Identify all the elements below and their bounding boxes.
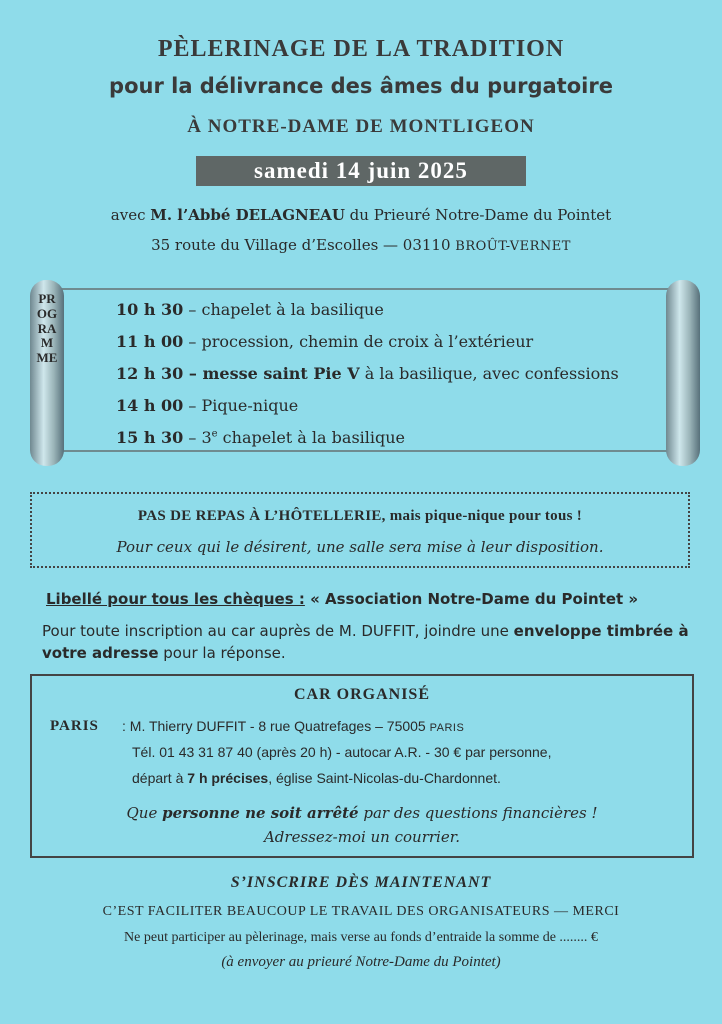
car-contact (122, 718, 464, 734)
car-contact-text: : M. Thierry DUFFIT - 8 rue Quatrefages – 75005 (122, 718, 430, 734)
repas-heading: PAS DE REPAS À L’HÔTELLERIE, mais pique-nique pour tous ! (137, 508, 583, 524)
programme-text: – chapelet à la basilique (183, 300, 384, 319)
car-phone: Tél. 01 43 31 87 40 (après 20 h) - autocar A.R. - 30 € par personne, (132, 744, 552, 760)
quote-text: Que (126, 804, 163, 822)
programme-item (116, 428, 405, 447)
car-contact-city: PARIS (429, 722, 465, 734)
location-heading: À NOTRE-DAME DE MONTLIGEON (187, 116, 535, 137)
departure-place: , église Saint-Nicolas-du-Chardonnet. (268, 770, 501, 786)
repas-box (30, 492, 690, 568)
inscription-text-end: pour la réponse. (158, 644, 286, 662)
programme-time: 12 h 30 (116, 364, 184, 383)
cta-note: C’EST FACILITER BEAUCOUP LE TRAVAIL DES ORGANISATEURS — MERCI (102, 904, 620, 919)
organizer-suffix: du Prieuré Notre-Dame du Pointet (344, 206, 612, 224)
programme-text: – procession, chemin de croix à l’extérieur (183, 332, 534, 351)
car-box (30, 674, 694, 858)
programme-time: 15 h 30 (116, 428, 184, 447)
programme-time: 11 h 00 (116, 332, 184, 351)
programme-time: 14 h 00 (116, 396, 184, 415)
inscription-note (42, 620, 702, 664)
programme-scroll (30, 280, 700, 470)
quote-bold: personne ne soit arrêté (162, 804, 359, 822)
date-badge: samedi 14 juin 2025 (196, 156, 526, 186)
page-subtitle: pour la délivrance des âmes du purgatoire (109, 74, 613, 98)
inscription-text: Pour toute inscription au car auprès de M. DUFFIT, joindre une (42, 622, 514, 640)
organizer-name: M. l’Abbé DELAGNEAU (150, 206, 345, 224)
programme-item (116, 332, 533, 351)
car-quote-2: Adressez-moi un courrier. (263, 828, 461, 846)
programme-item (116, 364, 619, 383)
cheques-line (46, 590, 638, 608)
programme-text-bold: – messe saint Pie V (183, 364, 360, 383)
car-departure (132, 770, 501, 786)
organizer-address (0, 236, 722, 254)
cheques-label: Libellé pour tous les chèques : (46, 590, 305, 608)
address-city: BROÛT-VERNET (455, 239, 571, 254)
car-title: CAR ORGANISÉ (293, 686, 430, 703)
car-city: PARIS (50, 718, 99, 734)
inscription-bold: enveloppe timbrée à votre adresse (42, 622, 689, 662)
organizer-prefix: avec (110, 206, 151, 224)
car-quote (32, 804, 692, 822)
cta-heading: S’INSCRIRE DÈS MAINTENANT (230, 874, 492, 891)
cheques-value: « Association Notre-Dame du Pointet » (304, 590, 639, 608)
programme-time: 10 h 30 (116, 300, 184, 319)
programme-item (116, 396, 298, 415)
quote-text-end: par des questions financières ! (358, 804, 598, 822)
programme-item (116, 300, 384, 319)
programme-text-pre: – 3 (183, 428, 212, 447)
page-title: PÈLERINAGE DE LA TRADITION (157, 36, 565, 62)
programme-text: chapelet à la basilique (217, 428, 406, 447)
repas-note: Pour ceux qui le désirent, une salle sera mise à leur disposition. (116, 538, 604, 556)
address-street: 35 route du Village d’Escolles — 03110 (151, 236, 456, 254)
programme-label: PROGRAMME (36, 291, 58, 366)
programme-sup: e (211, 428, 218, 440)
departure-text: départ à (132, 770, 188, 786)
scroll-roll-right (666, 280, 700, 466)
organizer-line (0, 206, 722, 224)
donation-line: Ne peut participer au pèlerinage, mais verse au fonds d’entraide la somme de ........ € (124, 930, 598, 945)
departure-time: 7 h précises (187, 770, 269, 786)
programme-text: à la basilique, avec confessions (359, 364, 619, 383)
donation-note: (à envoyer au prieuré Notre-Dame du Pointet) (221, 954, 501, 970)
scroll-roll-left (30, 280, 64, 466)
programme-text: – Pique-nique (183, 396, 299, 415)
